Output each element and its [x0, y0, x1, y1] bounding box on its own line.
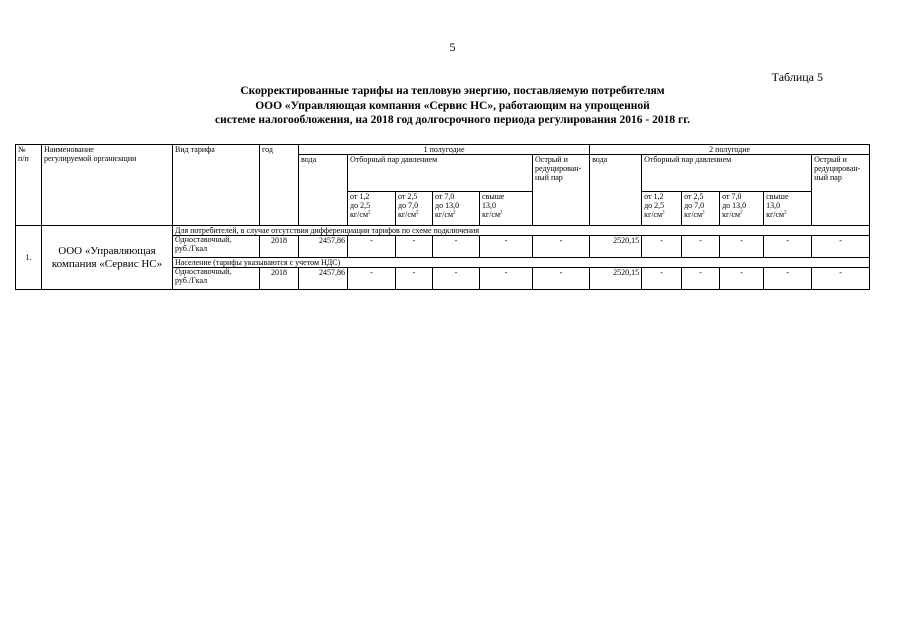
h1-p2-value: -	[396, 236, 433, 258]
year-cell: 2018	[260, 236, 299, 258]
header-h2-sharp-steam: Острый и редуцирован-ный пар	[812, 155, 870, 226]
section-label: Население (тарифы указываются с учетом НДС)	[173, 258, 870, 268]
h1-p1-value: -	[348, 268, 396, 290]
h2-water-value: 2520,15	[590, 236, 642, 258]
header-tariff-type: Вид тарифа	[173, 145, 260, 226]
header-h2-water: вода	[590, 155, 642, 226]
h1-p1-value: -	[348, 236, 396, 258]
h2-p2-value: -	[682, 236, 720, 258]
header-org: Наименование регулируемой организации	[42, 145, 173, 226]
title-line-1: Скорректированные тарифы на тепловую энергию, поставляемую потребителям	[240, 85, 665, 97]
header-half-1: 1 полугодие	[299, 145, 590, 155]
h1-water-value: 2457,86	[299, 236, 348, 258]
h2-p4-value: -	[764, 236, 812, 258]
header-h2-p3: от 7,0 до 13,0 $кг/см^2$	[720, 192, 764, 226]
header-h1-p4: свыше 13,0 $кг/см^2$	[480, 192, 533, 226]
header-h1-water: вода	[299, 155, 348, 226]
year-cell: 2018	[260, 268, 299, 290]
header-h2-p1: от 1,2 до 2,5 $кг/см^2$	[642, 192, 682, 226]
h1-p3-value: -	[433, 236, 480, 258]
h1-sharp-value: -	[533, 236, 590, 258]
table-title	[0, 84, 905, 128]
h2-p2-value: -	[682, 268, 720, 290]
header-num: № п/п	[16, 145, 42, 226]
header-h1-sharp-steam: Острый и редуцирован-ный пар	[533, 155, 590, 226]
table-label: Таблица 5	[771, 70, 823, 84]
header-row-1	[16, 145, 870, 155]
h1-water-value: 2457,86	[299, 268, 348, 290]
tariff-type: Одноставочный, руб./Гкал	[173, 268, 260, 290]
title-line-2: ООО «Управляющая компания «Сервис НС», работающим на упрощенной	[255, 99, 650, 112]
h1-p4-value: -	[480, 268, 533, 290]
h1-p4-value: -	[480, 236, 533, 258]
header-h1-p2: от 2,5 до 7,0 $кг/см^2$	[396, 192, 433, 226]
h2-p1-value: -	[642, 236, 682, 258]
h2-sharp-value: -	[812, 236, 870, 258]
header-h1-steam: Отборный пар давлением	[348, 155, 533, 192]
h1-sharp-value: -	[533, 268, 590, 290]
h2-water-value: 2520,15	[590, 268, 642, 290]
title-line-3: системе налогообложения, на 2018 год долгосрочного периода регулирования 2016 - 2018 гг.	[214, 114, 691, 126]
h2-p3-value: -	[720, 268, 764, 290]
header-h2-p4: свыше 13,0 $кг/см^2$	[764, 192, 812, 226]
h2-sharp-value: -	[812, 268, 870, 290]
h2-p4-value: -	[764, 268, 812, 290]
org-number: 1.	[16, 226, 42, 290]
h2-p1-value: -	[642, 268, 682, 290]
section-label: Для потребителей, в случае отсутствия дифференциации тарифов по схеме подключения	[173, 226, 870, 236]
h2-p3-value: -	[720, 236, 764, 258]
h1-p3-value: -	[433, 268, 480, 290]
tariffs-table	[15, 144, 870, 290]
header-h2-steam: Отборный пар давлением	[642, 155, 812, 192]
tariff-type: Одноставочный, руб./Гкал	[173, 236, 260, 258]
header-h2-p2: от 2,5 до 7,0 $кг/см^2$	[682, 192, 720, 226]
page-number: 5	[449, 40, 456, 54]
header-half-2: 2 полугодие	[590, 145, 870, 155]
header-h1-p3: от 7,0 до 13,0 $кг/см^2$	[433, 192, 480, 226]
org-name: ООО «Управляющая компания «Сервис НС»	[42, 226, 173, 290]
h1-p2-value: -	[396, 268, 433, 290]
header-h1-p1: от 1,2 до 2,5 $кг/см^2$	[348, 192, 396, 226]
header-year: год	[260, 145, 299, 226]
section-row-consumers	[16, 226, 870, 236]
